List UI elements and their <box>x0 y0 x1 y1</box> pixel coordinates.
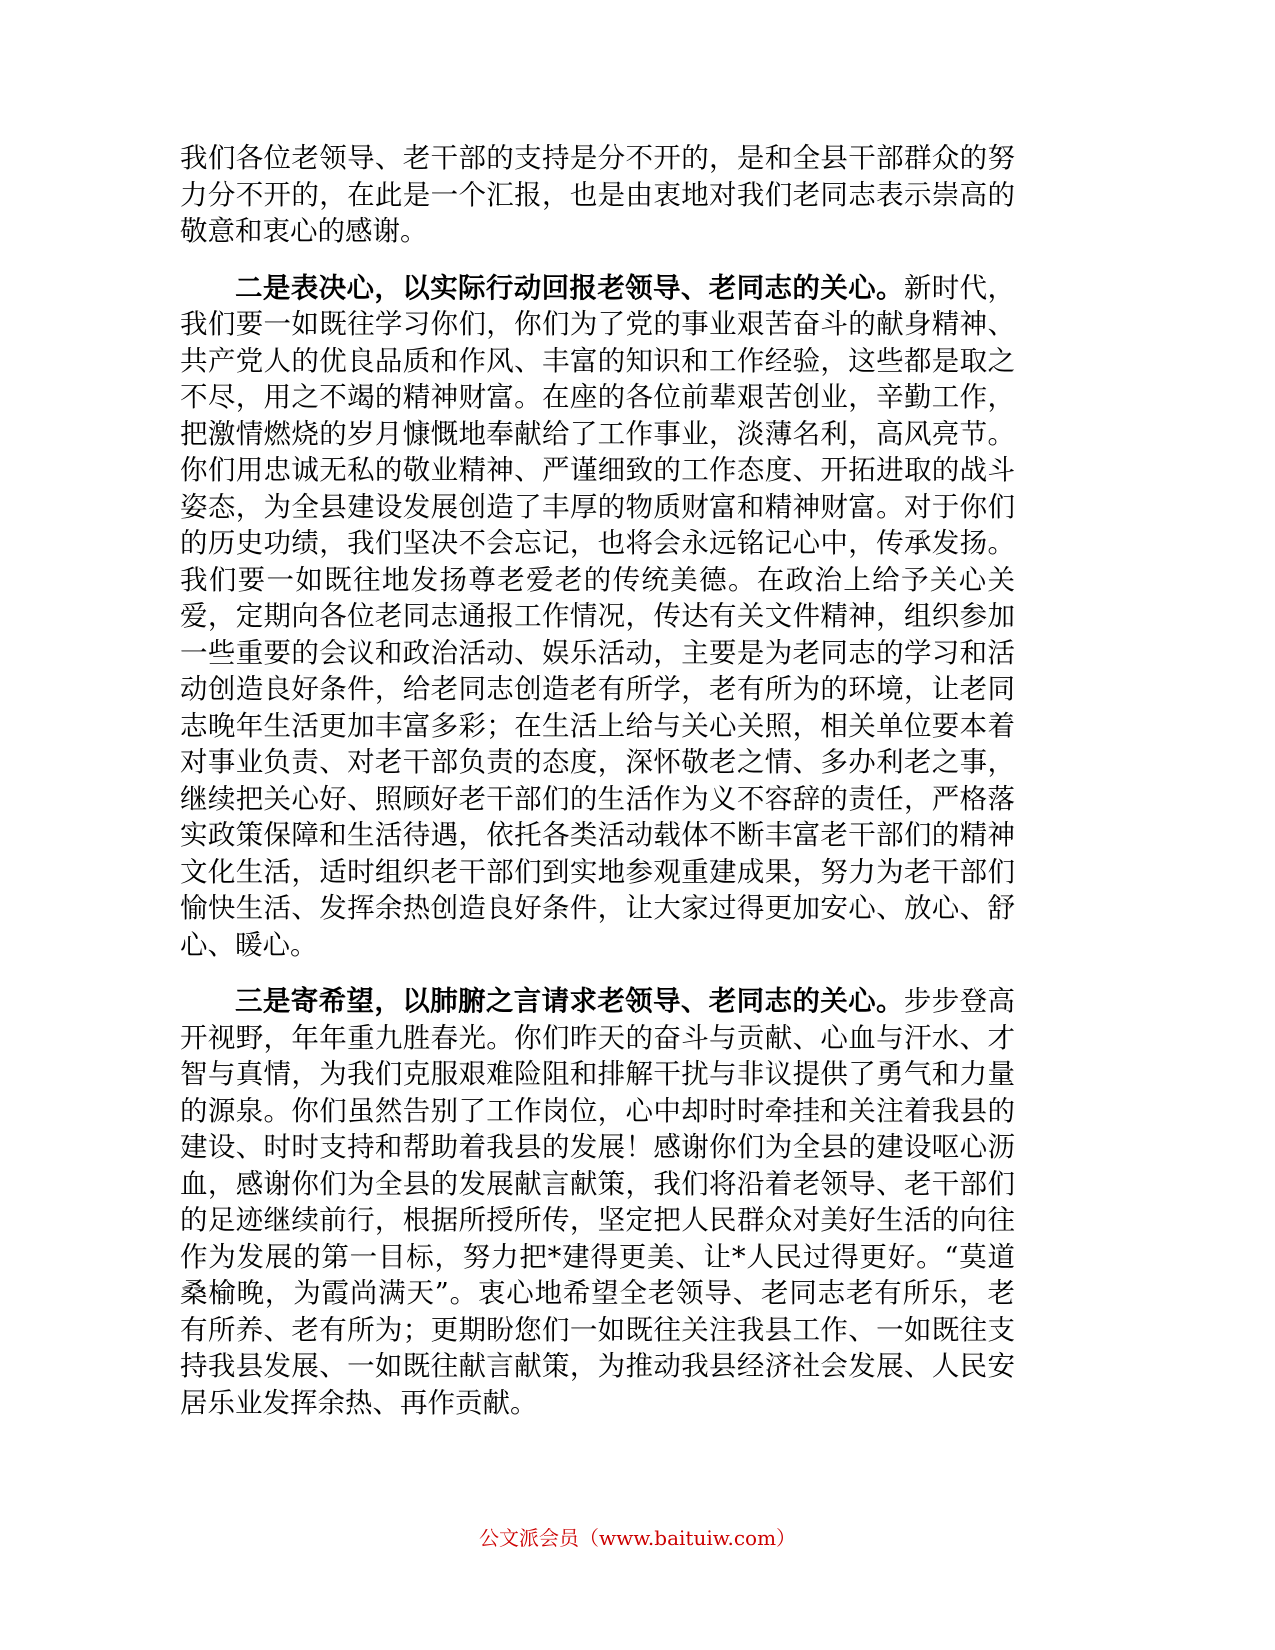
paragraph-hope <box>180 983 1015 1421</box>
document-body <box>180 140 1015 1441</box>
paragraph-resolve <box>180 270 1015 964</box>
paragraph-lead-heading: 三是寄希望，以肺腑之言请求老领导、老同志的关心。 <box>235 985 904 1017</box>
paragraph-text: 新时代，我们要一如既往学习你们，你们为了党的事业艰苦奋斗的献身精神、共产党人的优良品质和作风、丰富的知识和工作经验，这些都是取之不尽，用之不竭的精神财富。在座的各位前辈艰苦创业，辛勤工作，把激情燃烧的岁月慷慨地奉献给了工作事业，淡薄名利，高风亮节。你们用忠诚无私的敬业精神、严谨细致的工作态度、开拓进取的战斗姿态，为全县建设发展创造了丰厚的物质财富和精神财富。对于你们的历史功绩，我们坚决不会忘记，也将会永远铭记心中，传承发扬。我们要一如既往地发扬尊老爱老的传统美德。在政治上给予关心关爱，定期向各位老同志通报工作情况，传达有关文件精神，组织参加一些重要的会议和政治活动、娱乐活动，主要是为老同志的学习和活动创造良好条件，给老同志创造老有所学，老有所为的环境，让老同志晚年生活更加丰富多彩；在生活上给与关心关照，相关单位要本着对事业负责、对老干部负责的态度，深怀敬老之情、多办利老之事，继续把关心好、照顾好老干部们的生活作为义不容辞的责任，严格落实政策保障和生活待遇，依托各类活动载体不断丰富老干部们的精神文化生活，适时组织老干部们到实地参观重建成果，努力为老干部们愉快生活、发挥余热创造良好条件，让大家过得更加安心、放心、舒心、暖心。 <box>180 271 1016 961</box>
paragraph-lead-heading: 二是表决心，以实际行动回报老领导、老同志的关心。 <box>235 271 904 304</box>
paragraph-text: 步步登高开视野，年年重九胜春光。你们昨天的奋斗与贡献、心血与汗水、才智与真情，为我们克服艰难险阻和排解干扰与非议提供了勇气和力量的源泉。你们虽然告别了工作岗位，心中却时时牵挂和关注着我县的建设、时时支持和帮助着我县的发展！感谢你们为全县的建设呕心沥血，感谢你们为全县的发展献言献策，我们将沿着老领导、老干部们的足迹继续前行，根据所授所传，坚定把人民群众对美好生活的向往作为发展的第一目标，努力把*建得更美、让*人民过得更好。“莫道桑榆晚，为霞尚满天”。衷心地希望全老领导、老同志老有所乐，老有所养、老有所为；更期盼您们一如既往关注我县工作、一如既往支持我县发展、一如既往献言献策，为推动我县经济社会发展、人民安居乐业发挥余热、再作贡献。 <box>180 985 1016 1419</box>
paragraph-continuation <box>180 140 1015 250</box>
footer-watermark-link[interactable]: 公文派会员（www.baituiw.com） <box>478 1526 797 1550</box>
paragraph-text: 我们各位老领导、老干部的支持是分不开的，是和全县干部群众的努力分不开的，在此是一个汇报，也是由衷地对我们老同志表示崇高的敬意和衷心的感谢。 <box>180 142 1015 247</box>
